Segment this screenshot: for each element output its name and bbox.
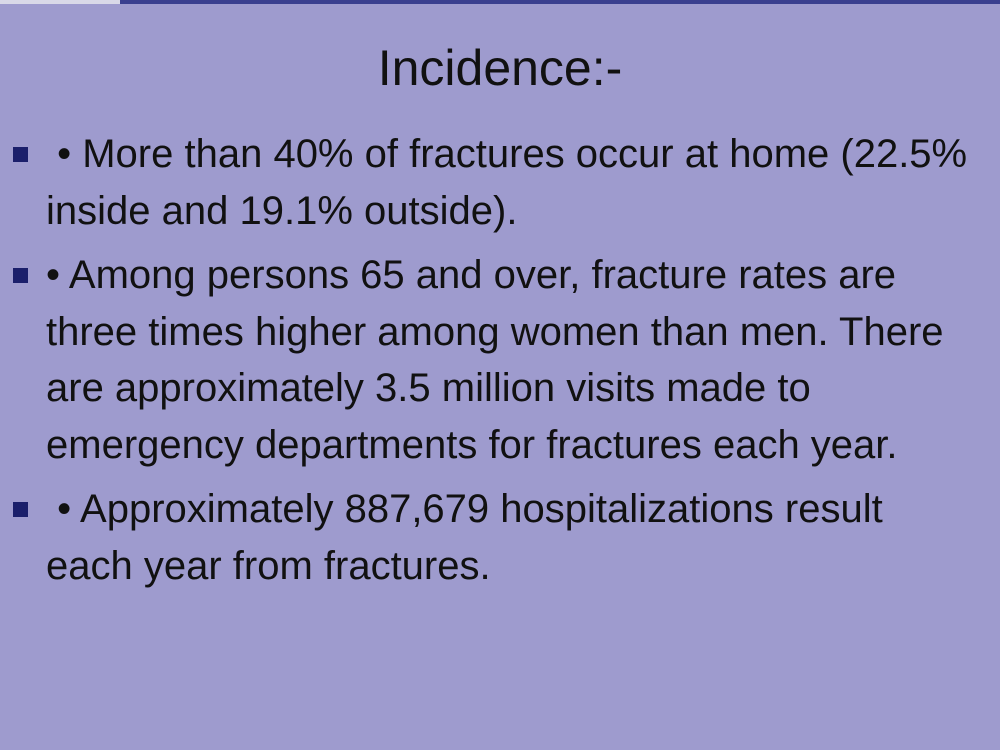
square-bullet-icon xyxy=(13,502,28,517)
bullet-text: • Approximately 887,679 hospitalizations result each year from fractures. xyxy=(46,487,883,588)
bullet-item-home-fractures xyxy=(0,126,1000,239)
bullet-list xyxy=(0,126,1000,594)
square-bullet-icon xyxy=(13,147,28,162)
slide-top-border-highlight xyxy=(0,0,120,4)
bullet-item-hospitalizations xyxy=(0,481,1000,594)
slide-top-border xyxy=(0,0,1000,4)
bullet-item-fracture-rates xyxy=(0,247,1000,473)
bullet-text: • Among persons 65 and over, fracture rates are three times higher among women than men. There are approximately 3.5 million visits made to emergency departments for fractures each year. xyxy=(46,253,944,467)
square-bullet-icon xyxy=(13,268,28,283)
slide-title: Incidence:- xyxy=(377,40,623,96)
bullet-text: • More than 40% of fractures occur at home (22.5% inside and 19.1% outside). xyxy=(46,132,968,233)
